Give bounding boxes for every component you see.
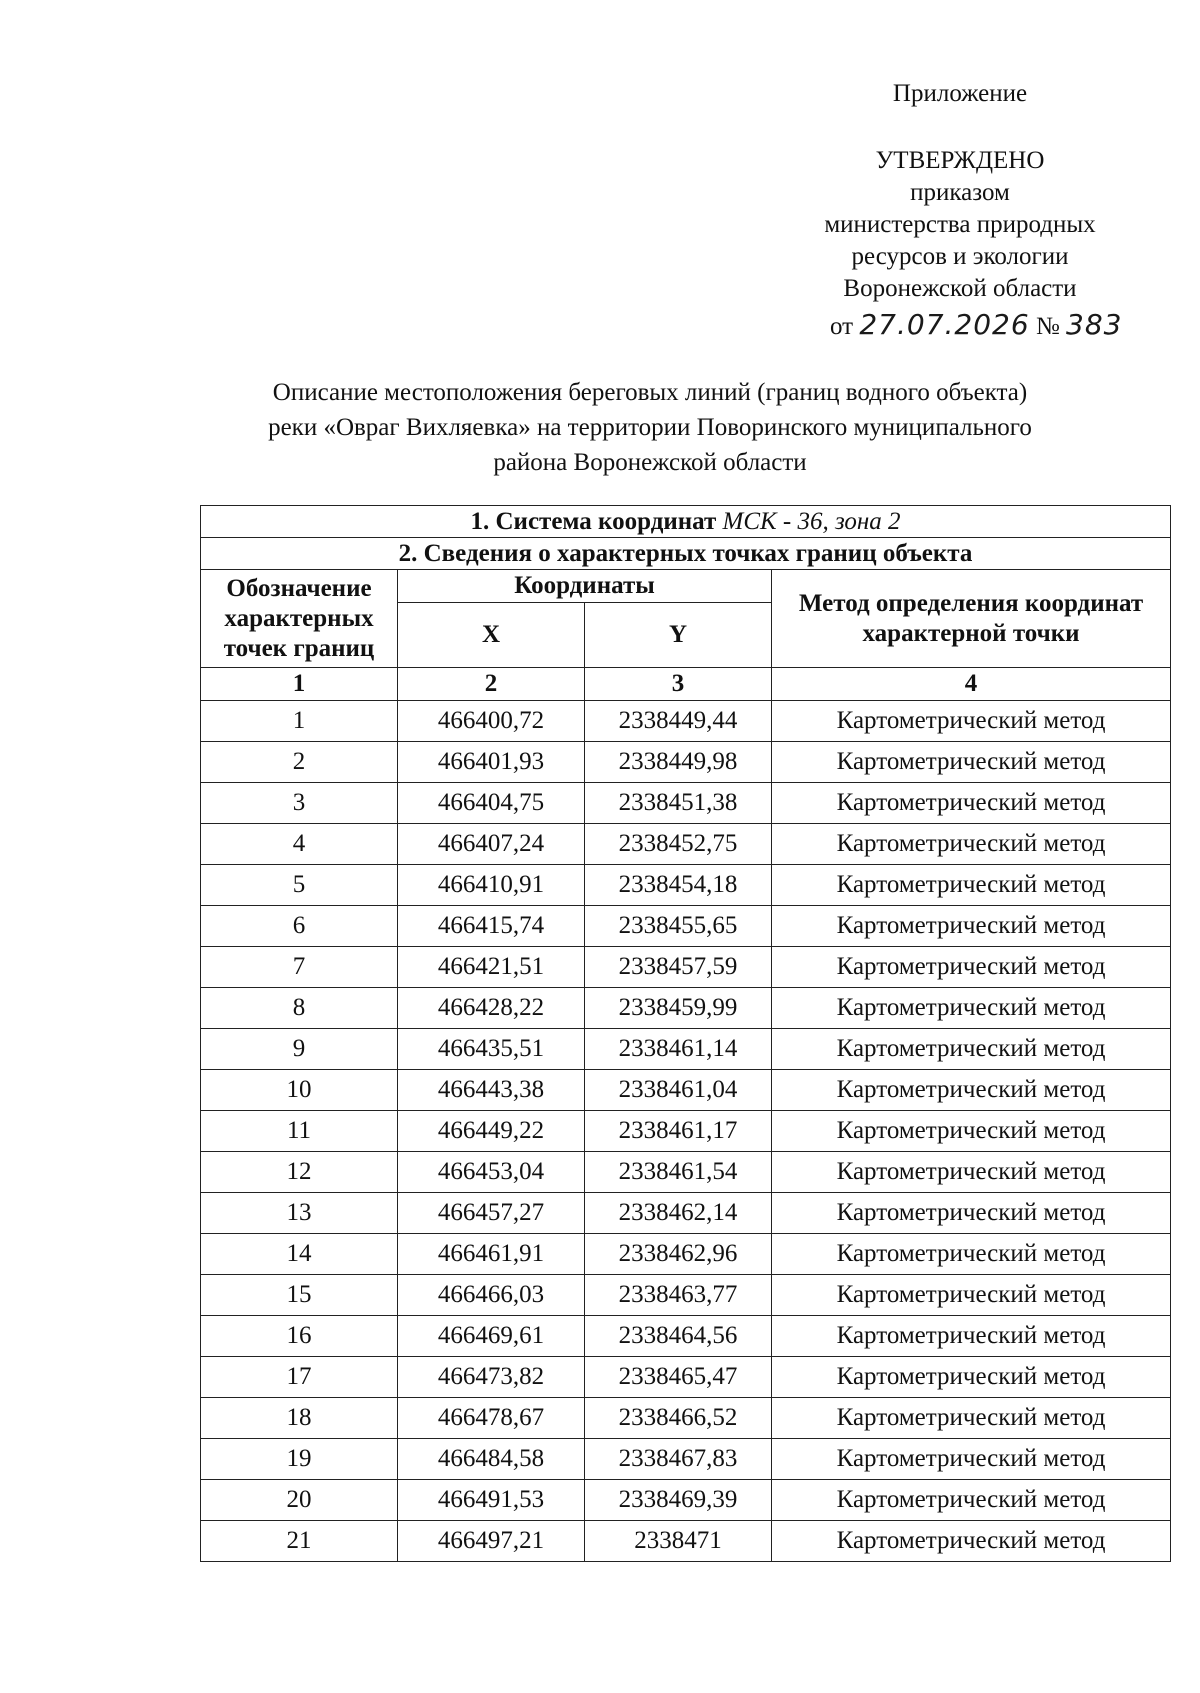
x-cell: 466410,91 [398, 865, 585, 906]
x-cell: 466469,61 [398, 1316, 585, 1357]
date-prefix: от [830, 313, 854, 340]
column-number: 2 [398, 668, 585, 701]
column-number: 4 [772, 668, 1171, 701]
method-cell: Картометрический метод [772, 1439, 1171, 1480]
document-title-line-3: района Воронежской области [493, 449, 807, 476]
point-id-cell: 11 [201, 1111, 398, 1152]
table-row [201, 1111, 1171, 1152]
point-id-cell: 7 [201, 947, 398, 988]
appendix-label: Приложение [892, 80, 1028, 107]
y-cell: 2338465,47 [585, 1357, 772, 1398]
method-cell: Картометрический метод [772, 906, 1171, 947]
point-id-cell: 13 [201, 1193, 398, 1234]
y-cell: 2338466,52 [585, 1398, 772, 1439]
y-cell: 2338462,14 [585, 1193, 772, 1234]
point-id-cell: 8 [201, 988, 398, 1029]
coordinates-table [200, 505, 1171, 1562]
point-id-cell: 15 [201, 1275, 398, 1316]
ministry-line-1: министерства природных [824, 211, 1096, 238]
table-row [201, 1070, 1171, 1111]
column-number: 1 [201, 668, 398, 701]
method-cell: Картометрический метод [772, 1029, 1171, 1070]
method-cell: Картометрический метод [772, 865, 1171, 906]
point-id-cell: 6 [201, 906, 398, 947]
document-title-line-2: реки «Овраг Вихляевка» на территории Поворинского муниципального [268, 414, 1032, 441]
point-id-cell: 17 [201, 1357, 398, 1398]
table-row [201, 783, 1171, 824]
y-cell: 2338454,18 [585, 865, 772, 906]
table-row [201, 824, 1171, 865]
y-cell: 2338461,14 [585, 1029, 772, 1070]
table-row [201, 947, 1171, 988]
document-title-line-1: Описание местоположения береговых линий (границ водного объекта) [272, 379, 1028, 406]
y-cell: 2338464,56 [585, 1316, 772, 1357]
y-cell: 2338461,54 [585, 1152, 772, 1193]
table-row [201, 1439, 1171, 1480]
header-y: Y [585, 603, 772, 668]
x-cell: 466400,72 [398, 701, 585, 742]
x-cell: 466473,82 [398, 1357, 585, 1398]
method-cell: Картометрический метод [772, 1398, 1171, 1439]
coordinate-system-value: МСК - 36, зона 2 [722, 507, 901, 535]
point-id-cell: 18 [201, 1398, 398, 1439]
point-id-cell: 3 [201, 783, 398, 824]
point-id-cell: 16 [201, 1316, 398, 1357]
y-cell: 2338469,39 [585, 1480, 772, 1521]
method-cell: Картометрический метод [772, 1152, 1171, 1193]
table-row [201, 1234, 1171, 1275]
y-cell: 2338461,04 [585, 1070, 772, 1111]
approved-stamp-text: УТВЕРЖДЕНО [875, 147, 1045, 174]
order-date-line [830, 308, 1123, 341]
x-cell: 466453,04 [398, 1152, 585, 1193]
y-cell: 2338459,99 [585, 988, 772, 1029]
point-id-cell: 21 [201, 1521, 398, 1562]
method-cell: Картометрический метод [772, 1521, 1171, 1562]
x-cell: 466421,51 [398, 947, 585, 988]
x-cell: 466443,38 [398, 1070, 585, 1111]
y-cell: 2338452,75 [585, 824, 772, 865]
table-row [201, 906, 1171, 947]
method-cell: Картометрический метод [772, 783, 1171, 824]
point-id-cell: 9 [201, 1029, 398, 1070]
approved-by-order: приказом [910, 179, 1010, 206]
number-prefix: № [1035, 313, 1060, 340]
column-number: 3 [585, 668, 772, 701]
point-id-cell: 14 [201, 1234, 398, 1275]
x-cell: 466466,03 [398, 1275, 585, 1316]
point-id-cell: 12 [201, 1152, 398, 1193]
table-row [201, 1152, 1171, 1193]
y-cell: 2338467,83 [585, 1439, 772, 1480]
method-cell: Картометрический метод [772, 1234, 1171, 1275]
order-date: 27.07.2026 [859, 308, 1030, 341]
x-cell: 466478,67 [398, 1398, 585, 1439]
table-row [201, 1398, 1171, 1439]
method-cell: Картометрический метод [772, 701, 1171, 742]
header-x: X [398, 603, 585, 668]
x-cell: 466407,24 [398, 824, 585, 865]
order-number: 383 [1066, 308, 1123, 341]
point-id-cell: 4 [201, 824, 398, 865]
y-cell: 2338449,44 [585, 701, 772, 742]
header-designation: Обозначение характерных точек границ [201, 570, 398, 668]
table-row [201, 1316, 1171, 1357]
point-id-cell: 5 [201, 865, 398, 906]
table-row [201, 865, 1171, 906]
coordinate-system-row [201, 506, 1171, 538]
x-cell: 466401,93 [398, 742, 585, 783]
y-cell: 2338471 [585, 1521, 772, 1562]
y-cell: 2338455,65 [585, 906, 772, 947]
header-coordinates: Координаты [398, 570, 772, 603]
table-row [201, 742, 1171, 783]
header-method: Метод определения координат характерной точки [772, 570, 1171, 668]
y-cell: 2338457,59 [585, 947, 772, 988]
points-info-label: 2. Сведения о характерных точках границ объекта [201, 538, 1171, 570]
ministry-line-2: ресурсов и экологии [851, 243, 1069, 270]
coordinate-system-label: 1. Система координат [470, 507, 717, 535]
table-row [201, 1521, 1171, 1562]
point-id-cell: 19 [201, 1439, 398, 1480]
method-cell: Картометрический метод [772, 742, 1171, 783]
x-cell: 466457,27 [398, 1193, 585, 1234]
y-cell: 2338461,17 [585, 1111, 772, 1152]
ministry-line-3: Воронежской области [843, 275, 1077, 302]
x-cell: 466428,22 [398, 988, 585, 1029]
point-id-cell: 10 [201, 1070, 398, 1111]
method-cell: Картометрический метод [772, 1316, 1171, 1357]
table-header-row [201, 570, 1171, 603]
point-id-cell: 20 [201, 1480, 398, 1521]
document-title [200, 375, 1100, 480]
method-cell: Картометрический метод [772, 1275, 1171, 1316]
method-cell: Картометрический метод [772, 1357, 1171, 1398]
x-cell: 466404,75 [398, 783, 585, 824]
approval-block [760, 145, 1160, 305]
table-row [201, 701, 1171, 742]
method-cell: Картометрический метод [772, 1193, 1171, 1234]
method-cell: Картометрический метод [772, 1480, 1171, 1521]
table-row [201, 1275, 1171, 1316]
table-row [201, 1480, 1171, 1521]
table-row [201, 1357, 1171, 1398]
y-cell: 2338462,96 [585, 1234, 772, 1275]
x-cell: 466484,58 [398, 1439, 585, 1480]
x-cell: 466415,74 [398, 906, 585, 947]
method-cell: Картометрический метод [772, 947, 1171, 988]
x-cell: 466497,21 [398, 1521, 585, 1562]
method-cell: Картометрический метод [772, 1111, 1171, 1152]
method-cell: Картометрический метод [772, 824, 1171, 865]
point-id-cell: 2 [201, 742, 398, 783]
column-number-row [201, 668, 1171, 701]
table-row [201, 1193, 1171, 1234]
y-cell: 2338451,38 [585, 783, 772, 824]
points-info-row [201, 538, 1171, 570]
table-row [201, 1029, 1171, 1070]
y-cell: 2338463,77 [585, 1275, 772, 1316]
table-row [201, 988, 1171, 1029]
x-cell: 466461,91 [398, 1234, 585, 1275]
point-id-cell: 1 [201, 701, 398, 742]
y-cell: 2338449,98 [585, 742, 772, 783]
x-cell: 466449,22 [398, 1111, 585, 1152]
method-cell: Картометрический метод [772, 988, 1171, 1029]
method-cell: Картометрический метод [772, 1070, 1171, 1111]
x-cell: 466435,51 [398, 1029, 585, 1070]
x-cell: 466491,53 [398, 1480, 585, 1521]
